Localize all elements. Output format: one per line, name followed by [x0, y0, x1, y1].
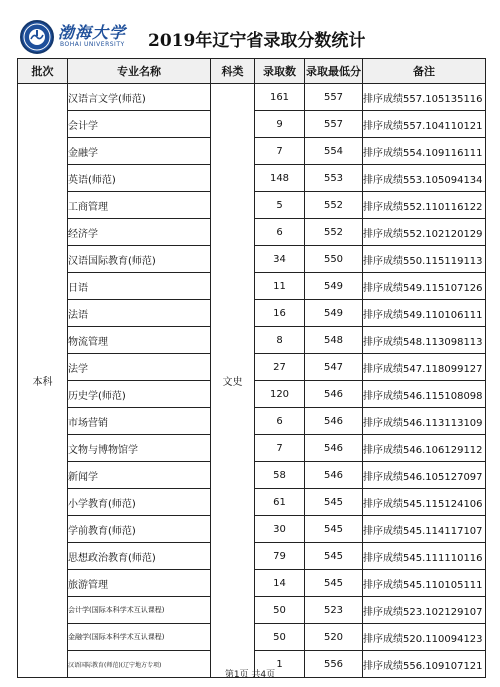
major-cell: 汉语国际教育(师范)(辽宁地方专项) [68, 651, 211, 678]
table-row [18, 84, 486, 111]
count-cell: 27 [255, 354, 305, 381]
subject-cell: 文史 [211, 84, 255, 678]
major-cell: 思想政治教育(师范) [68, 543, 211, 570]
note-cell: 排序成绩553.105094134 [363, 165, 486, 192]
major-cell: 市场营销 [68, 408, 211, 435]
note-cell: 排序成绩557.105135116 [363, 84, 486, 111]
batch-cell: 本科 [18, 84, 68, 678]
count-cell: 7 [255, 138, 305, 165]
major-cell: 汉语言文学(师范) [68, 84, 211, 111]
major-cell: 会计学 [68, 111, 211, 138]
count-cell: 50 [255, 624, 305, 651]
major-cell: 物流管理 [68, 327, 211, 354]
major-cell: 法学 [68, 354, 211, 381]
min-score-cell: 545 [305, 516, 363, 543]
major-cell: 日语 [68, 273, 211, 300]
count-cell: 14 [255, 570, 305, 597]
note-cell: 排序成绩556.109107121 [363, 651, 486, 678]
major-cell: 金融学(国际本科学术互认课程) [68, 624, 211, 651]
note-cell: 排序成绩523.102129107 [363, 597, 486, 624]
min-score-cell: 556 [305, 651, 363, 678]
brand-english-name: BOHAI UNIVERSITY [60, 41, 125, 48]
count-cell: 6 [255, 408, 305, 435]
note-cell: 排序成绩520.110094123 [363, 624, 486, 651]
column-header-batch: 批次 [18, 59, 68, 84]
count-cell: 61 [255, 489, 305, 516]
count-cell: 58 [255, 462, 305, 489]
min-score-cell: 546 [305, 408, 363, 435]
note-cell: 排序成绩546.106129112 [363, 435, 486, 462]
count-cell: 6 [255, 219, 305, 246]
min-score-cell: 549 [305, 273, 363, 300]
page-title: 2019年辽宁省录取分数统计 [148, 31, 366, 51]
university-seal-icon [20, 20, 54, 54]
min-score-cell: 554 [305, 138, 363, 165]
count-cell: 8 [255, 327, 305, 354]
major-cell: 会计学(国际本科学术互认课程) [68, 597, 211, 624]
count-cell: 30 [255, 516, 305, 543]
min-score-cell: 552 [305, 192, 363, 219]
major-cell: 法语 [68, 300, 211, 327]
major-cell: 旅游管理 [68, 570, 211, 597]
count-cell: 5 [255, 192, 305, 219]
major-cell: 英语(师范) [68, 165, 211, 192]
count-cell: 79 [255, 543, 305, 570]
count-cell: 161 [255, 84, 305, 111]
min-score-cell: 545 [305, 543, 363, 570]
major-cell: 小学教育(师范) [68, 489, 211, 516]
count-cell: 11 [255, 273, 305, 300]
note-cell: 排序成绩550.115119113 [363, 246, 486, 273]
count-cell: 34 [255, 246, 305, 273]
document-header [0, 0, 500, 58]
min-score-cell: 545 [305, 489, 363, 516]
count-cell: 120 [255, 381, 305, 408]
admission-score-table [17, 58, 486, 678]
min-score-cell: 547 [305, 354, 363, 381]
major-cell: 新闻学 [68, 462, 211, 489]
min-score-cell: 557 [305, 84, 363, 111]
major-cell: 学前教育(师范) [68, 516, 211, 543]
major-cell: 工商管理 [68, 192, 211, 219]
count-cell: 16 [255, 300, 305, 327]
min-score-cell: 523 [305, 597, 363, 624]
note-cell: 排序成绩545.115124106 [363, 489, 486, 516]
major-cell: 文物与博物馆学 [68, 435, 211, 462]
column-header-major: 专业名称 [68, 59, 211, 84]
note-cell: 排序成绩557.104110121 [363, 111, 486, 138]
count-cell: 9 [255, 111, 305, 138]
min-score-cell: 546 [305, 462, 363, 489]
min-score-cell: 546 [305, 435, 363, 462]
brand-name: 渤海大学 [58, 23, 127, 42]
min-score-cell: 549 [305, 300, 363, 327]
min-score-cell: 520 [305, 624, 363, 651]
note-cell: 排序成绩552.102120129 [363, 219, 486, 246]
university-logo-text [58, 20, 132, 54]
note-cell: 排序成绩546.115108098 [363, 381, 486, 408]
count-cell: 50 [255, 597, 305, 624]
min-score-cell: 557 [305, 111, 363, 138]
note-cell: 排序成绩554.109116111 [363, 138, 486, 165]
note-cell: 排序成绩549.115107126 [363, 273, 486, 300]
count-cell: 148 [255, 165, 305, 192]
min-score-cell: 545 [305, 570, 363, 597]
table-body [18, 84, 486, 678]
note-cell: 排序成绩552.110116122 [363, 192, 486, 219]
note-cell: 排序成绩546.113113109 [363, 408, 486, 435]
min-score-cell: 552 [305, 219, 363, 246]
count-cell: 1 [255, 651, 305, 678]
note-cell: 排序成绩545.110105111 [363, 570, 486, 597]
major-cell: 经济学 [68, 219, 211, 246]
note-cell: 排序成绩546.105127097 [363, 462, 486, 489]
note-cell: 排序成绩548.113098113 [363, 327, 486, 354]
min-score-cell: 546 [305, 381, 363, 408]
column-header-subject: 科类 [211, 59, 255, 84]
major-cell: 历史学(师范) [68, 381, 211, 408]
note-cell: 排序成绩547.118099127 [363, 354, 486, 381]
major-cell: 金融学 [68, 138, 211, 165]
column-header-min-score: 录取最低分 [305, 59, 363, 84]
column-header-note: 备注 [363, 59, 486, 84]
major-cell: 汉语国际教育(师范) [68, 246, 211, 273]
min-score-cell: 553 [305, 165, 363, 192]
table-header-row [18, 59, 486, 84]
min-score-cell: 550 [305, 246, 363, 273]
note-cell: 排序成绩545.111110116 [363, 543, 486, 570]
count-cell: 7 [255, 435, 305, 462]
note-cell: 排序成绩549.110106111 [363, 300, 486, 327]
page-footer: 第1页 共4页 [224, 670, 276, 680]
note-cell: 排序成绩545.114117107 [363, 516, 486, 543]
column-header-count: 录取数 [255, 59, 305, 84]
min-score-cell: 548 [305, 327, 363, 354]
